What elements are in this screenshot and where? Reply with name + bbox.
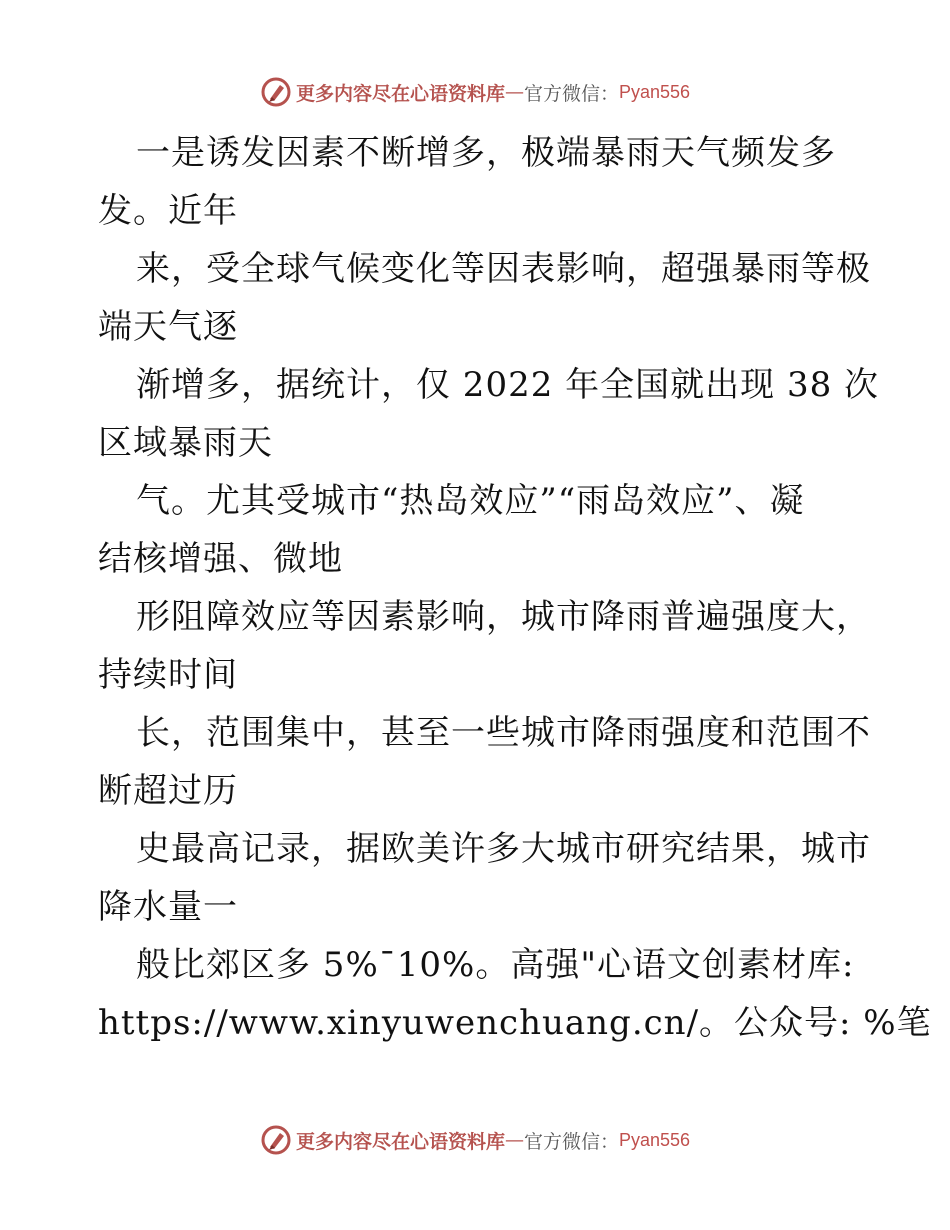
- banner-wechat-id: Pyan556: [618, 1129, 691, 1150]
- banner-separator: —: [504, 81, 524, 103]
- banner-wechat-label: 官方微信：: [523, 82, 619, 105]
- body-line: https://www.xinyuwenchuang.cn/。公众号: %笔: [98, 1003, 932, 1043]
- body-line: 持续时间: [98, 655, 238, 695]
- body-line: 渐增多，据统计，仅 2022 年全国就出现 38 次: [136, 365, 880, 405]
- body-line: 结核增强、微地: [98, 539, 343, 579]
- body-line: 断超过历: [98, 771, 238, 811]
- banner-title: 更多内容尽在心语资料库: [295, 1130, 505, 1153]
- banner-wechat-label: 官方微信：: [523, 1130, 619, 1153]
- body-line: 一是诱发因素不断增多，极端暴雨天气频发多: [136, 133, 836, 173]
- banner-title: 更多内容尽在心语资料库: [295, 82, 505, 105]
- header-banner-text: [296, 79, 690, 106]
- body-line: 端天气逐: [98, 307, 238, 347]
- banner-separator: —: [504, 1129, 524, 1151]
- header-banner: [0, 72, 950, 112]
- body-line: 般比郊区多 5%¯10%。高强"心语文创素材库:: [136, 945, 855, 985]
- body-line: 降水量一: [98, 887, 238, 927]
- body-line: 形阻障效应等因素影响，城市降雨普遍强度大，: [136, 597, 871, 637]
- footer-banner-text: [296, 1127, 690, 1154]
- pen-nib-circle-icon: [260, 76, 292, 108]
- body-line: 长，范围集中，甚至一些城市降雨强度和范围不: [136, 713, 871, 753]
- pen-nib-circle-icon: [260, 1124, 292, 1156]
- body-line: 来，受全球气候变化等因表影响，超强暴雨等极: [136, 249, 871, 289]
- document-body: [98, 124, 932, 1052]
- footer-banner: [0, 1120, 950, 1160]
- body-line: 气。尤其受城市“热岛效应”“雨岛效应”、凝: [136, 481, 805, 521]
- body-line: 发。近年: [98, 191, 238, 231]
- body-line: 史最高记录，据欧美许多大城市研究结果，城市: [136, 829, 871, 869]
- banner-wechat-id: Pyan556: [618, 81, 691, 102]
- body-line: 区域暴雨天: [98, 423, 273, 463]
